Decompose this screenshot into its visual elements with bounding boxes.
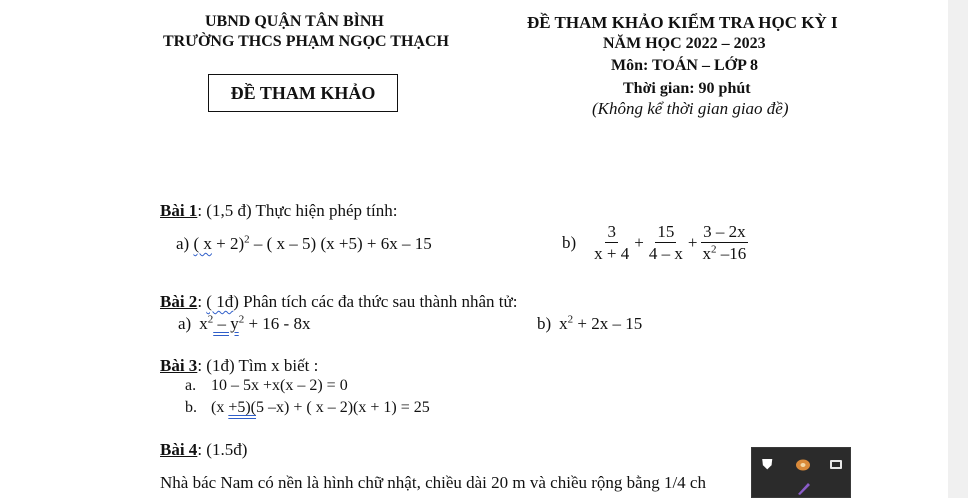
subject-line: Môn: TOÁN – LỚP 8 [611,57,758,74]
bai3-a-label: a. [185,377,197,394]
bai4-text: Nhà bác Nam có nền là hình chữ nhật, chiều dài 20 m và chiều rộng bằng 1/4 ch [160,473,706,492]
bai4-title: Bài 4 [160,440,198,459]
bai1-a-label: a) [176,234,190,253]
fraction-3-den-rest: –16 [716,244,747,263]
system-tray-popup [751,447,851,498]
bai3-a-expr: 10 – 5x +x(x – 2) = 0 [211,377,348,394]
fraction-2-numerator: 15 [657,222,675,241]
bai1-part-a [176,234,432,254]
bai2-b-label: b) [537,314,552,333]
bai1-a-exp1: + 2) [211,234,245,253]
bai2-a-sup1: 2 [207,313,214,326]
fraction-2 [647,222,685,263]
bai2-a-sup2: 2 [238,313,245,326]
bai1-a-open: ( x [193,234,212,253]
pen-icon[interactable] [796,481,812,498]
bai4-heading [160,440,247,460]
district-name: UBND QUẬN TÂN BÌNH [205,13,384,30]
bai1-part-b [562,222,750,263]
fraction-2-denominator: 4 – x [648,244,683,263]
bai3-heading [160,356,318,376]
bai3-part-a [185,377,348,395]
time-line: Thời gian: 90 phút [623,80,751,97]
school-name: TRƯỜNG THCS PHẠM NGỌC THẠCH [163,33,449,50]
school-year: NĂM HỌC 2022 – 2023 [603,35,766,52]
fraction-3-denominator [700,243,748,263]
bai2-instruction: ) Phân tích các đa thức sau thành nhân tử: [233,292,518,311]
bai2-part-b [537,314,642,334]
shield-icon[interactable]: ⛊ [762,457,773,473]
fraction-1-numerator: 3 [607,222,616,241]
bai1-heading [160,201,397,221]
bai3-b-pre: (x [211,399,229,416]
bai2-a-rest: + 16 - 8x [244,314,311,333]
bai2-points: ( 1đ [206,292,234,311]
bai1-a-rest: – ( x – 5) (x +5) + 6x – 15 [249,234,432,253]
bai2-b-x: x [559,314,568,333]
bai1-instruction: : (1,5 đ) Thực hiện phép tính: [197,201,398,220]
fraction-3-numerator: 3 – 2x [703,222,746,241]
bai1-a-sup1: 2 [244,233,250,246]
bai3-b-label: b. [185,399,197,416]
bai1-b-label: b) [562,232,577,252]
time-note: (Không kể thời gian giao đề) [592,99,789,118]
fraction-3 [700,222,748,263]
bai2-b-sup: 2 [567,313,574,326]
bai3-instruction: : (1đ) Tìm x biết : [197,356,319,375]
fraction-3-den-sup: 2 [710,243,717,256]
bai3-title: Bài 3 [160,356,198,375]
bai3-b-squig: +5)( [228,399,257,416]
vertical-scrollbar[interactable] [948,0,968,498]
chrome-icon[interactable] [796,459,810,474]
bai2-a-x: x [199,314,208,333]
bai2-b-rest: + 2x – 15 [573,314,643,333]
bai2-title: Bài 2 [160,292,198,311]
bai3-part-b [185,399,430,417]
bai4-points: : (1.5đ) [197,440,248,459]
plus-sign-2: + [687,232,698,252]
bai2-a-label: a) [178,314,192,333]
bai2-part-a [178,314,310,334]
exam-title: ĐỀ THAM KHẢO KIỂM TRA HỌC KỲ I [527,13,838,32]
plus-sign-1: + [634,232,644,252]
fraction-3-den-x: x [702,244,711,263]
bai3-b-post: 5 –x) + ( x – 2)(x + 1) = 25 [256,399,430,416]
fraction-1 [592,222,631,263]
bai1-title: Bài 1 [160,201,198,220]
speaker-icon[interactable] [829,458,843,474]
bai2-a-mid: – y [213,314,239,333]
fraction-1-denominator: x + 4 [594,244,630,263]
bai2-heading [160,292,517,312]
reference-exam-box: ĐỀ THAM KHẢO [208,74,398,112]
bai2-pre: : [197,292,207,311]
